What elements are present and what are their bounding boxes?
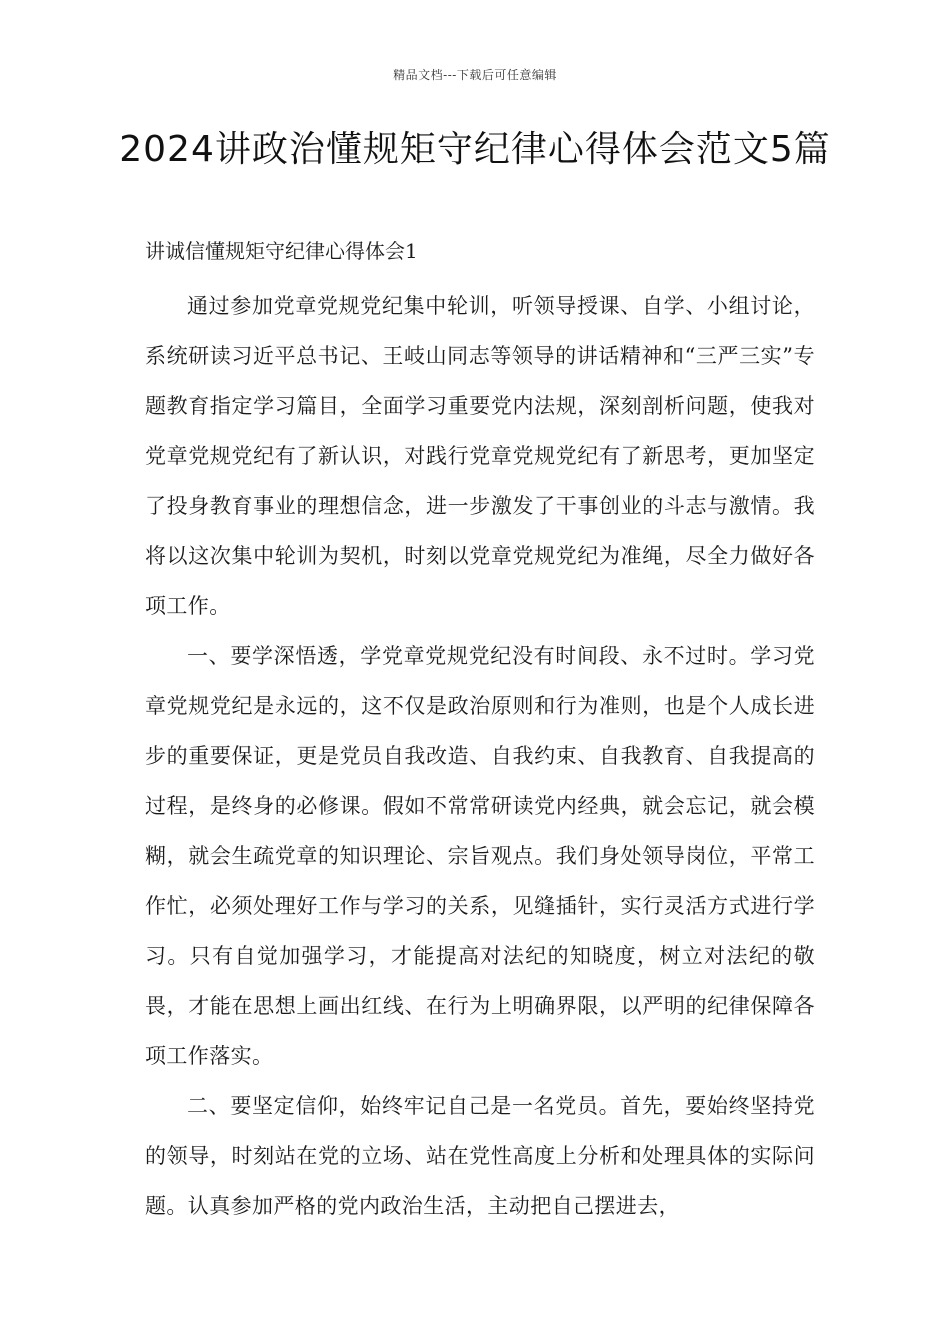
header-note: 精品文档---下载后可任意编辑	[393, 68, 557, 82]
paragraph-point-two: 二、要坚定信仰，始终牢记自己是一名党员。首先，要始终坚持党的领导，时刻站在党的立场、站在党性高度上分析和处理具体的实际问题。认真参加严格的党内政治生活，主动把自己摆进去，	[145, 1094, 815, 1218]
body-text	[145, 281, 815, 1231]
paragraph-point-one: 一、要学深悟透，学党章党规党纪没有时间段、永不过时。学习党章党规党纪是永远的，这不仅是政治原则和行为准则，也是个人成长进步的重要保证，更是党员自我改造、自我约束、自我教育、自我提高的过程，是终身的必修课。假如不常常研读党内经典，就会忘记，就会模糊，就会生疏党章的知识理论、宗旨观点。我们身处领导岗位，平常工作忙，必须处理好工作与学习的关系，见缝插针，实行灵活方式进行学习。只有自觉加强学习，才能提高对法纪的知晓度，树立对法纪的敬畏，才能在思想上画出红线、在行为上明确界限，以严明的纪律保障各项工作落实。	[145, 644, 815, 1068]
document-title: 2024讲政治懂规矩守纪律心得体会范文5篇	[119, 129, 831, 170]
paragraph-intro: 通过参加党章党规党纪集中轮训，听领导授课、自学、小组讨论，系统研读习近平总书记、王岐山同志等领导的讲话精神和“三严三实”专题教育指定学习篇目，全面学习重要党内法规，深刻剖析问题，使我对党章党规党纪有了新认识，对践行党章党规党纪有了新思考，更加坚定了投身教育事业的理想信念，进一步激发了干事创业的斗志与激情。我将以这次集中轮训为契机，时刻以党章党规党纪为准绳，尽全力做好各项工作。	[145, 294, 815, 618]
document-subtitle: 讲诚信懂规矩守纪律心得体会1	[145, 239, 418, 263]
